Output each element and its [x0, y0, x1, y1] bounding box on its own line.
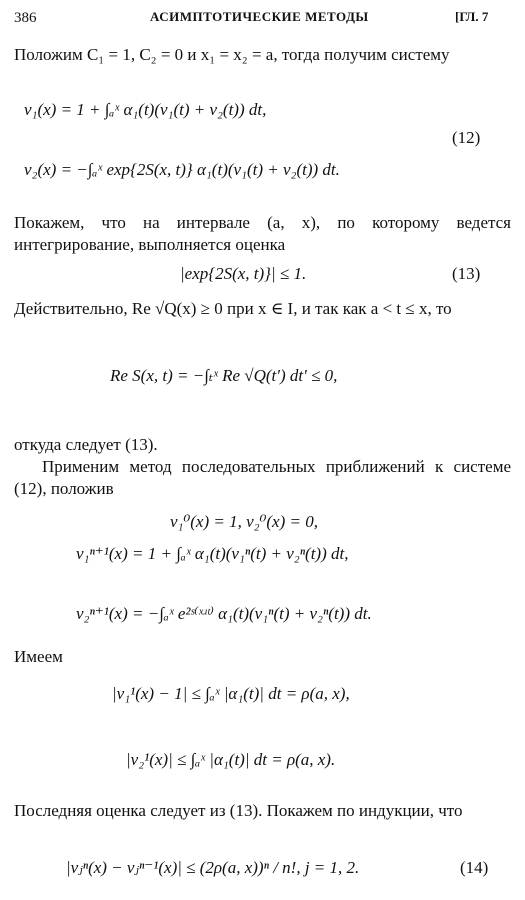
equation-13: |exp{2S(x, t)}| ≤ 1.	[180, 264, 307, 283]
equation-estimate-2: |v₂¹(x)| ≤ ∫ₐˣ |α₁(t)| dt = ρ(a, x).	[126, 750, 336, 769]
running-title: АСИМПТОТИЧЕСКИЕ МЕТОДЫ	[150, 9, 369, 24]
equation-12b: v₂(x) = −∫ₐˣ exp{2S(x, t)} α₁(t)(v₁(t) + v₂(t)) dt.	[24, 160, 340, 179]
paragraph-intro: Положим C₁ = 1, C₂ = 0 и x₁ = x₂ = a, тогда получим систему	[14, 45, 450, 64]
paragraph-we-have: Имеем	[14, 647, 63, 666]
paragraph-indeed: Действительно, Re √Q(x) ≥ 0 при x ∈ I, и так как a < t ≤ x, то	[14, 299, 452, 318]
equation-iteration-1: v₁ⁿ⁺¹(x) = 1 + ∫ₐˣ α₁(t)(v₁ⁿ(t) + v₂ⁿ(t)) dt,	[76, 544, 349, 563]
equation-iteration-2: v₂ⁿ⁺¹(x) = −∫ₐˣ e²ˢ⁽ˣʴᵗ⁾ α₁(t)(v₁ⁿ(t) + v₂ⁿ(t)) dt.	[76, 604, 372, 623]
equation-re-s: Re S(x, t) = −∫ₜˣ Re √Q(t′) dt′ ≤ 0,	[110, 366, 338, 385]
chapter-marker: [ГЛ. 7	[455, 9, 489, 24]
paragraph-follows: откуда следует (13).	[14, 435, 158, 454]
equation-initial: v₁⁰(x) = 1, v₂⁰(x) = 0,	[170, 512, 318, 531]
equation-12a: v₁(x) = 1 + ∫ₐˣ α₁(t)(v₁(t) + v₂(t)) dt,	[24, 100, 267, 119]
paragraph-induction: Последняя оценка следует из (13). Покажем по индукции, что	[14, 801, 463, 820]
equation-14: |vⱼⁿ(x) − vⱼⁿ⁻¹(x)| ≤ (2ρ(a, x))ⁿ / n!, j = 1, 2.	[66, 858, 360, 877]
equation-number-12: (12)	[452, 128, 481, 147]
page-number: 386	[14, 10, 37, 26]
equation-number-14: (14)	[460, 858, 489, 877]
equation-number-13: (13)	[452, 264, 481, 283]
equation-estimate-1: |v₁¹(x) − 1| ≤ ∫ₐˣ |α₁(t)| dt = ρ(a, x),	[112, 684, 350, 703]
paragraph-method: Применим метод последовательных приближений к системе (12), положив	[14, 457, 511, 498]
paragraph-interval: Покажем, что на интервале (a, x), по которому ведется интегрирование, выполняется оценка	[14, 213, 511, 254]
